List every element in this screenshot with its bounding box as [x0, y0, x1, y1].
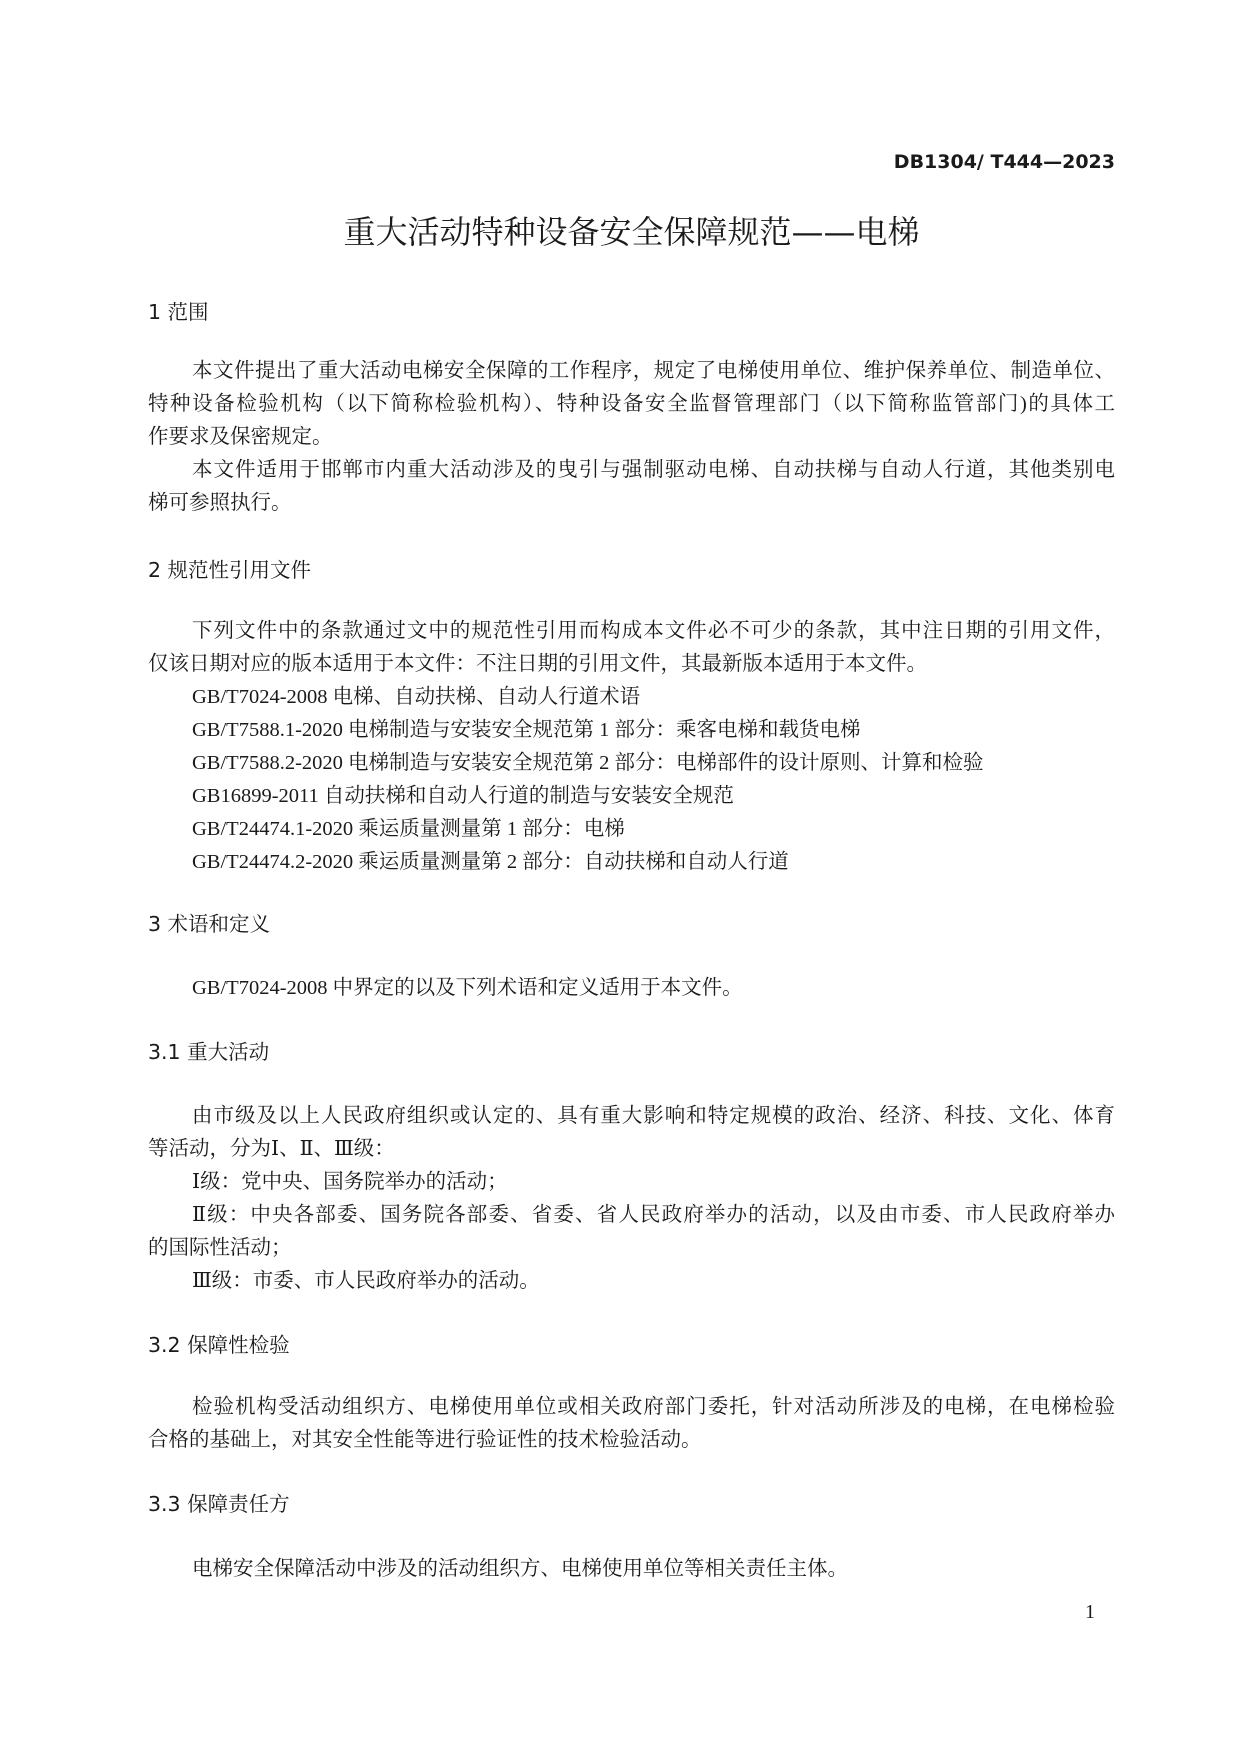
subsection-heading-responsible-party: 3.3 保障责任方	[148, 1492, 290, 1516]
document-title: 重大活动特种设备安全保障规范——电梯	[343, 213, 920, 251]
level-item: Ⅲ级：市委、市人民政府举办的活动。	[192, 1270, 540, 1292]
reference-item: GB/T24474.2-2020 乘运质量测量第 2 部分：自动扶梯和自动人行道	[192, 851, 789, 873]
reference-item: GB/T24474.1-2020 乘运质量测量第 1 部分：电梯	[192, 818, 625, 840]
paragraph-line: 作要求及保密规定。	[148, 426, 333, 448]
paragraph-line: 电梯安全保障活动中涉及的活动组织方、电梯使用单位等相关责任主体。	[192, 1558, 848, 1580]
paragraph-line: 本文件适用于邯郸市内重大活动涉及的曳引与强制驱动电梯、自动扶梯与自动人行道，其他类别电	[192, 459, 1115, 481]
subsection-heading-major-event: 3.1 重大活动	[148, 1040, 270, 1064]
document-code-header: DB1304/ T444—2023	[893, 151, 1115, 173]
paragraph-line: 由市级及以上人民政府组织或认定的、具有重大影响和特定规模的政治、经济、科技、文化、体育	[192, 1105, 1115, 1127]
paragraph-line: 检验机构受活动组织方、电梯使用单位或相关政府部门委托，针对活动所涉及的电梯，在电梯检验	[192, 1396, 1115, 1418]
paragraph-line: 梯可参照执行。	[148, 492, 292, 514]
level-item: Ⅱ级：中央各部委、国务院各部委、省委、省人民政府举办的活动，以及由市委、市人民政府举办	[192, 1204, 1115, 1226]
paragraph-line: 等活动，分为Ⅰ、Ⅱ、Ⅲ级：	[148, 1138, 395, 1160]
paragraph-line: GB/T7024-2008 中界定的以及下列术语和定义适用于本文件。	[192, 977, 743, 999]
section-heading-normative-references: 2 规范性引用文件	[148, 558, 312, 582]
section-heading-scope: 1 范围	[148, 300, 209, 324]
paragraph-line: 特种设备检验机构（以下简称检验机构）、特种设备安全监督管理部门（以下简称监管部门)的具体工	[148, 393, 1115, 415]
level-item: 的国际性活动；	[148, 1237, 292, 1259]
reference-item: GB/T7588.2-2020 电梯制造与安装安全规范第 2 部分：电梯部件的设计原则、计算和检验	[192, 752, 984, 774]
subsection-heading-assurance-inspection: 3.2 保障性检验	[148, 1333, 290, 1357]
reference-item: GB/T7024-2008 电梯、自动扶梯、自动人行道术语	[192, 686, 641, 708]
page-number: 1	[1085, 1601, 1095, 1623]
level-item: Ⅰ级：党中央、国务院举办的活动；	[192, 1171, 508, 1193]
reference-item: GB16899-2011 自动扶梯和自动人行道的制造与安装安全规范	[192, 785, 734, 807]
paragraph-line: 本文件提出了重大活动电梯安全保障的工作程序，规定了电梯使用单位、维护保养单位、制造单位、	[192, 360, 1115, 382]
paragraph-line: 仅该日期对应的版本适用于本文件：不注日期的引用文件，其最新版本适用于本文件。	[148, 653, 927, 675]
reference-item: GB/T7588.1-2020 电梯制造与安装安全规范第 1 部分：乘客电梯和载货电梯	[192, 719, 861, 741]
paragraph-line: 合格的基础上，对其安全性能等进行验证性的技术检验活动。	[148, 1429, 702, 1451]
paragraph-line: 下列文件中的条款通过文中的规范性引用而构成本文件必不可少的条款，其中注日期的引用文件，	[192, 620, 1115, 642]
section-heading-terms-definitions: 3 术语和定义	[148, 912, 271, 936]
